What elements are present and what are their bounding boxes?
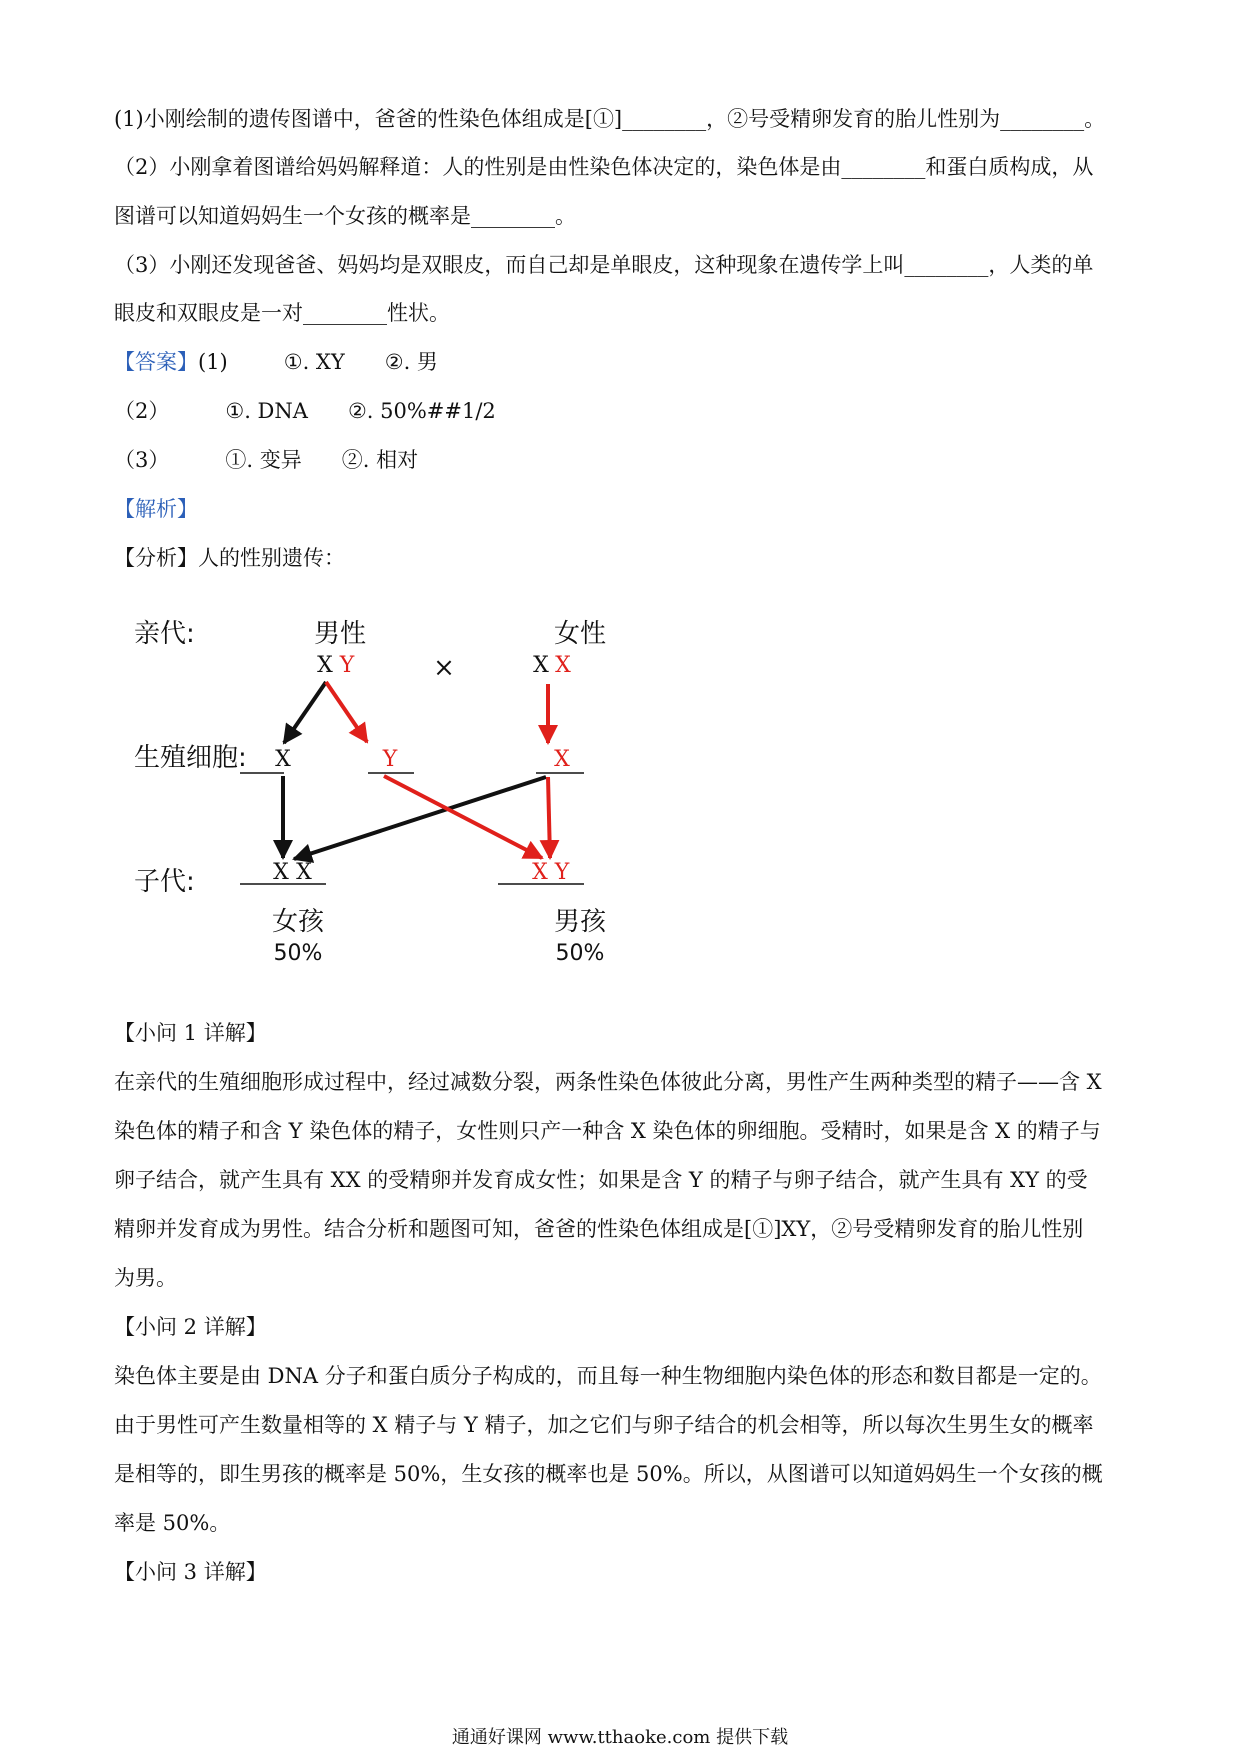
arrow-sperm-y-to-boy xyxy=(384,776,542,858)
boy-y-chromosome: Y xyxy=(554,860,570,885)
detail-2-line-1: 染色体主要是由 DNA 分子和蛋白质分子构成的，而且每一种生物细胞内染色体的形态和数目都是一定的。 xyxy=(114,1364,1102,1388)
answer-label: 【答案】 xyxy=(114,350,198,374)
detail-2-line-2: 由于男性可产生数量相等的 X 精子与 Y 精子，加之它们与卵子结合的机会相等，所以每次生男生女的概率 xyxy=(114,1413,1094,1437)
arrow-male-to-sperm-x xyxy=(284,682,326,743)
boy-percentage: 50% xyxy=(555,941,605,966)
row-label-gametes: 生殖细胞: xyxy=(134,743,247,773)
detail-2-title: 【小问 2 详解】 xyxy=(114,1315,267,1339)
arrow-male-to-sperm-y xyxy=(326,682,367,742)
detail-1-line-3: 卵子结合，就产生具有 XX 的受精卵并发育成女性；如果是含 Y 的精子与卵子结合，就产生具有 XY 的受 xyxy=(114,1168,1088,1192)
female-x-chromosome-2: X xyxy=(555,653,571,678)
boy-x-chromosome: X xyxy=(532,860,548,885)
row-label-offspring: 子代: xyxy=(134,867,195,897)
footer-source: 通通好课网 www.tthaoke.com 提供下载 xyxy=(451,1727,789,1748)
male-y-chromosome: Y xyxy=(339,653,355,678)
answer-3-b: ②. 相对 xyxy=(341,448,419,472)
analysis-label: 【解析】 xyxy=(114,497,198,521)
male-label: 男性 xyxy=(313,619,367,649)
girl-x-chromosome-1: X xyxy=(273,860,289,885)
detail-1-line-2: 染色体的精子和含 Y 染色体的精子，女性则只产一种含 X 染色体的卵细胞。受精时，如果是含 X 的精子与 xyxy=(114,1119,1101,1143)
cross-symbol: × xyxy=(433,653,455,683)
detail-3-title: 【小问 3 详解】 xyxy=(114,1560,267,1584)
female-label: 女性 xyxy=(553,619,607,649)
answer-2-b: ②. 50%##1/2 xyxy=(347,399,496,423)
analysis-intro: 【分析】人的性别遗传： xyxy=(114,546,345,570)
egg-x: X xyxy=(554,747,570,772)
row-label-parents: 亲代: xyxy=(134,619,195,649)
answer-3-a: ①. 变异 xyxy=(225,448,302,472)
girl-x-chromosome-2: X xyxy=(296,860,312,885)
answer-row-3 xyxy=(114,445,418,475)
question-3-line-2: 眼皮和双眼皮是一对________性状。 xyxy=(114,301,450,325)
detail-1-line-5: 为男。 xyxy=(114,1266,177,1290)
arrow-egg-to-boy xyxy=(548,777,550,858)
question-2-line-1: （2）小刚拿着图谱给妈妈解释道：人的性别是由性染色体决定的，染色体是由________和蛋白质构成，从 xyxy=(114,155,1094,179)
detail-1-title: 【小问 1 详解】 xyxy=(114,1021,267,1045)
boy-label: 男孩 xyxy=(553,907,607,937)
girl-percentage: 50% xyxy=(273,941,323,966)
detail-1-line-1: 在亲代的生殖细胞形成过程中，经过减数分裂，两条性染色体彼此分离，男性产生两种类型的精子——含 X xyxy=(114,1070,1102,1094)
answer-2-a: ①. DNA xyxy=(225,399,308,423)
male-x-chromosome: X xyxy=(317,653,333,678)
girl-label: 女孩 xyxy=(271,907,325,937)
arrow-egg-to-girl xyxy=(294,777,546,859)
detail-2-line-4: 率是 50%。 xyxy=(114,1511,231,1535)
answer-row-1 xyxy=(114,347,438,377)
sperm-x: X xyxy=(275,747,291,772)
answer-1-b: ②. 男 xyxy=(384,350,438,374)
answer-1-a: ①. XY xyxy=(283,350,345,374)
answer-row-2 xyxy=(114,396,496,426)
question-2-line-2: 图谱可以知道妈妈生一个女孩的概率是________。 xyxy=(114,204,576,228)
answer-1-number: (1) xyxy=(198,350,228,374)
female-x-chromosome-1: X xyxy=(533,653,549,678)
answer-3-number: （3） xyxy=(114,448,170,472)
question-3-line-1: （3）小刚还发现爸爸、妈妈均是双眼皮，而自己却是单眼皮，这种现象在遗传学上叫________，人类的单 xyxy=(114,253,1094,277)
question-1: (1)小刚绘制的遗传图谱中，爸爸的性染色体组成是[①]________，②号受精卵发育的胎儿性别为________。 xyxy=(114,107,1106,131)
detail-2-line-3: 是相等的，即生男孩的概率是 50%，生女孩的概率也是 50%。所以，从图谱可以知道妈妈生一个女孩的概 xyxy=(114,1462,1103,1486)
answer-2-number: （2） xyxy=(114,399,170,423)
sperm-y: Y xyxy=(382,747,398,772)
detail-1-line-4: 精卵并发育成为男性。结合分析和题图可知，爸爸的性染色体组成是[①]XY，②号受精卵发育的胎儿性别 xyxy=(114,1217,1084,1241)
sex-inheritance-diagram xyxy=(114,596,674,976)
